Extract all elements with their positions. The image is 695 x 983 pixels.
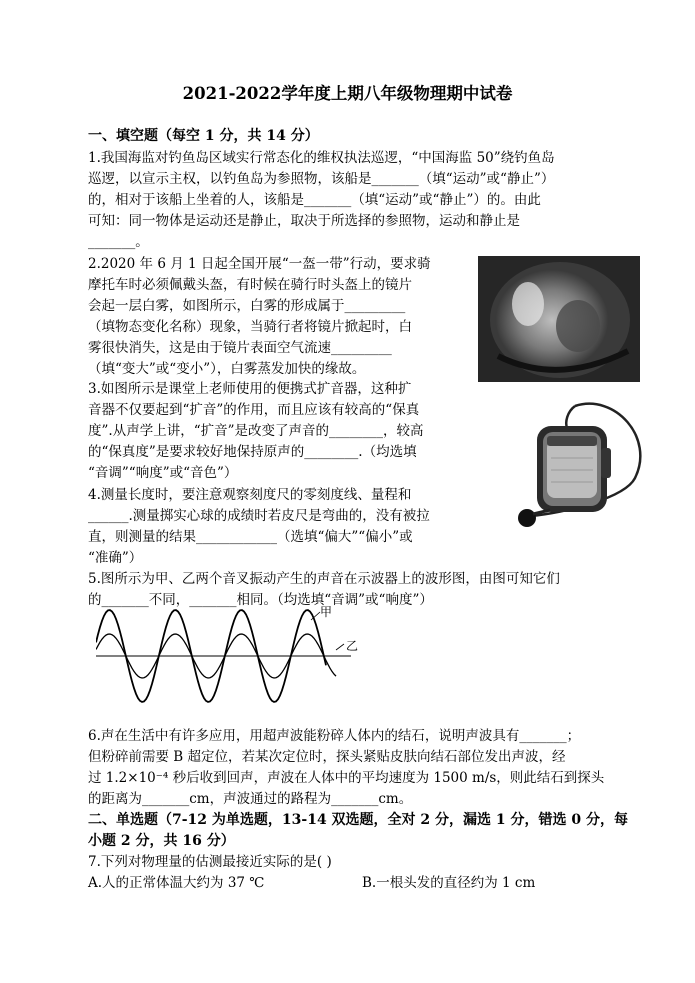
q2-line2: 摩托车时必须佩戴头盔，有时候在骑行时头盔上的镜片: [88, 277, 412, 293]
q2-line6: （填“变大”或“变小”），白雾蒸发加快的缘故。: [88, 361, 366, 377]
q6-line4: 的距离为_______cm，声波通过的路程为_______cm。: [88, 791, 413, 807]
q1-line5: _______。: [88, 234, 149, 250]
q7-option-a: A.人的正常体温大约为 37 ℃: [88, 875, 265, 891]
q7-stem: 7.下列对物理量的估测最接近实际的是( ): [88, 854, 332, 870]
label-yi: 乙: [346, 639, 359, 653]
q4-line3: 直，则测量的结果____________（选填“偏大”“偏小”或: [88, 529, 413, 545]
portable-amplifier-image: [505, 398, 655, 538]
label-jia: 甲: [320, 605, 333, 619]
q2-line3: 会起一层白雾，如图所示，白雾的形成属于_________: [88, 298, 406, 314]
q5-line2: 的_______不同，_______相同。（均选填“音调”或“响度”）: [88, 592, 433, 608]
oscilloscope-waveforms: [96, 604, 376, 714]
q5-line1: 5.图所示为甲、乙两个音叉振动产生的声音在示波器上的波形图，由图可知它们: [88, 571, 560, 587]
q2-line5: 雾很快消失，这是由于镜片表面空气流速_________: [88, 340, 392, 356]
q1-line1: 1.我国海监对钓鱼岛区域实行常态化的维权执法巡逻，“中国海监 50”绕钓鱼岛: [88, 150, 555, 166]
q3-line5: “音调”“响度”或“音色”）: [88, 465, 238, 481]
q1-line3: 的，相对于该船上坐着的人，该船是_______（填“运动”或“静止”）的。由此: [88, 192, 541, 208]
q6-line2: 但粉碎前需要 B 超定位，若某次定位时，探头紧贴皮肤向结石部位发出声波，经: [88, 749, 566, 765]
q3-line3: 度”.从声学上讲，“扩音”是改变了声音的________，较高: [88, 423, 424, 439]
section2-heading-line1: 二、单选题（7-12 为单选题，13-14 双选题，全对 2 分，漏选 1 分，错选 0 分，每: [88, 812, 629, 828]
q2-line4: （填物态变化名称）现象，当骑行者将镜片掀起时，白: [88, 319, 412, 335]
q3-line1: 3.如图所示是课堂上老师使用的便携式扩音器，这种扩: [88, 381, 412, 397]
section1-heading: 一、填空题（每空 1 分，共 14 分）: [88, 128, 319, 144]
q4-line1: 4.测量长度时，要注意观察刻度尺的零刻度线、量程和: [88, 487, 412, 503]
q1-line4: 可知：同一物体是运动还是静止，取决于所选择的参照物，运动和静止是: [88, 213, 520, 229]
q4-line4: “准确”）: [88, 550, 143, 566]
q6-line3: 过 1.2×10⁻⁴ 秒后收到回声，声波在人体中的平均速度为 1500 m/s，则此结石到探头: [88, 770, 605, 786]
helmet-image: [478, 256, 640, 382]
q2-line1: 2.2020 年 6 月 1 日起全国开展“一盔一带”行动，要求骑: [88, 256, 431, 272]
section2-heading-line2: 小题 2 分，共 16 分）: [88, 833, 235, 849]
helmet-fog-photo: [478, 256, 640, 382]
q4-line2: ______.测量掷实心球的成绩时若皮尺是弯曲的，没有被拉: [88, 508, 430, 524]
q3-line2: 音器不仅要起到“扩音”的作用，而且应该有较高的“保真: [88, 402, 420, 418]
q1-line2: 巡逻，以宣示主权，以钓鱼岛为参照物，该船是_______（填“运动”或“静止”）: [88, 171, 555, 187]
q7-option-b: B.一根头发的直径约为 1 cm: [362, 875, 536, 891]
q6-line1: 6.声在生活中有许多应用，用超声波能粉碎人体内的结石，说明声波具有_______；: [88, 728, 581, 744]
exam-title: 2021-2022学年度上期八年级物理期中试卷: [182, 84, 513, 103]
q3-line4: 的“保真度”是要求较好地保持原声的________.（均选填: [88, 444, 417, 460]
